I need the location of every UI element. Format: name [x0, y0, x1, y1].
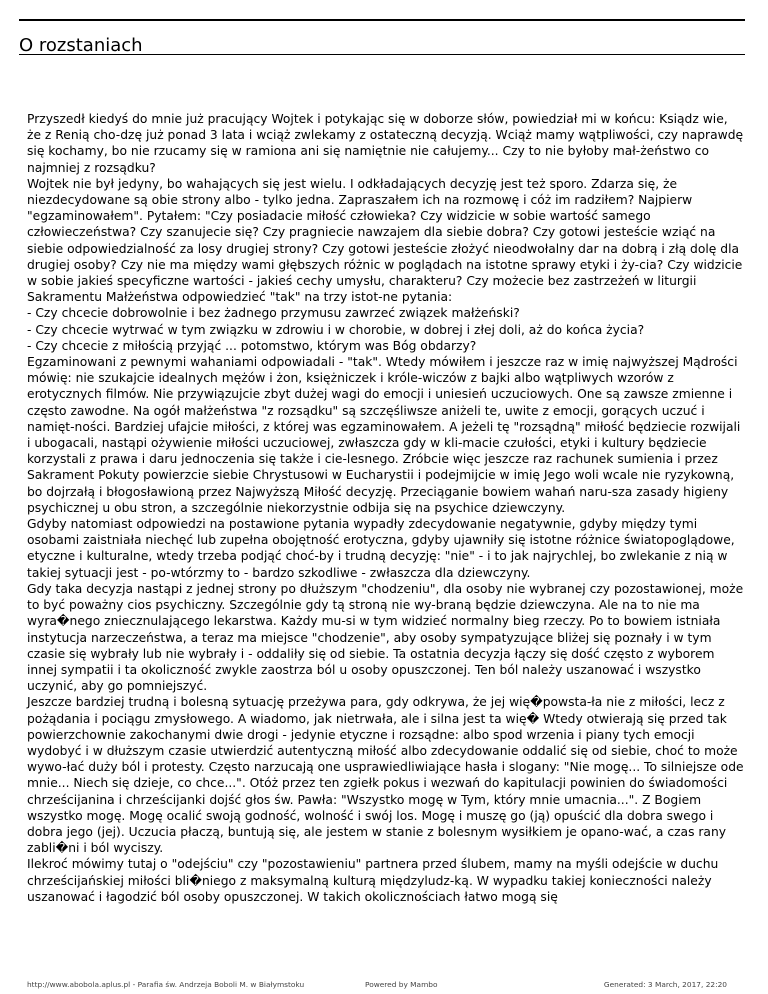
top-rule [19, 19, 745, 21]
footer-source-link[interactable]: http://www.abobola.aplus.pl - Parafia św. Andrzeja Boboli M. w Białymstoku [27, 980, 305, 989]
paragraph-intro: Przyszedł kiedyś do mnie już pracujący Wojtek i potykając się w doborze słów, powiedział mi w końcu: Ksiądz wie, że z Renią cho-dzę już ponad 3 lata i wciąż zwlekamy z ostateczną decyzją. Wciąż mamy wątpliwości, czy naprawdę się kochamy, bo nie rzucamy się w ramiona ani się namiętnie nie całujemy... Czy to nie byłoby mał-żeństwo co najmniej z rozsądku? [27, 112, 744, 175]
question-3: - Czy chcecie z miłością przyjąć ... potomstwo, którym was Bóg obdarzy? [27, 338, 477, 353]
paragraph-answers: Egzaminowani z pewnymi wahaniami odpowiadali - "tak". Wtedy mówiłem i jeszcze raz w imię najwyższej Mądrości mówię: nie szukajcie idealnych mężów i żon, księżniczek i króle-wiczów z bajki albo wątpliwych wzorów z erotycznych filmów. Nie przywiązujcie zbyt dużej wagi do emocji i uniesień uczuciowych. One są zawsze zmienne i często zawodne. Na ogół małżeństwa "z rozsądku" są szczęśliwsze aniżeli te, uwite z emocji, gorących uczuć i namięt-ności. Bardziej ufajcie miłości, z której was egzaminowałem. A jeżeli tę "rozsądną" miłość będziecie rozwijali i ubogacali, nastąpi ożywienie miłości uczuciowej, zwłaszcza gdy w kli-macie czułości, etyki i kultury będziecie korzystali z prawa i daru jednoczenia się także i cie-lesnego. Zróbcie więc jeszcze raz rachunek sumienia i przez Sakrament Pokuty powierzcie siebie Chrystusowi w Eucharystii i podejmijcie w imię Jego woli wcale nie ryzykowną, bo dojrzałą i błogosławioną przez Najwyższą Miłość decyzję. Przeciąganie bowiem wahań naru-sza zasady higieny psychicznej u obu stron, a szczególnie niekorzystnie odbija się na psychice dziewczyny. [27, 355, 741, 515]
article-body [27, 111, 745, 905]
page-footer [27, 978, 745, 992]
page-title: O rozstaniach [19, 35, 143, 56]
title-rule [19, 54, 745, 55]
paragraph-leaving: Ilekroć mówimy tutaj o "odejściu" czy "pozostawieniu" partnera przed ślubem, mamy na myśli odejście w duchu chrześcijańskiej miłości bli�niego z maksymalną kulturą międzyludz-ką. W wypadku takiej konieczności należy uszanować i łagodzić ból osoby opuszczonej. W takich okolicznościach łatwo mogą się [27, 857, 719, 904]
paragraph-bond: Jeszcze bardziej trudną i bolesną sytuację przeżywa para, gdy odkrywa, że jej wię�powsta-ła nie z miłości, lecz z pożądania i pociągu zmysłowego. A wiadomo, jak nietrwała, ale i silna jest ta wię� Wtedy otwierają się przed tak powierzchownie zakochanymi dwie drogi - jedynie etyczne i rozsądne: albo spod wrzenia i piany tych emocji wydobyć i w dłuższym czasie utwierdzić autentyczną miłość albo zdecydowanie oddalić się od siebie, choć to może wywo-łać duży ból i protesty. Często narzucają one usprawiedliwiające hasła i slogany: "Nie mogę... To silniejsze ode mnie... Niech się dzieje, co chce...". Otóż przez ten zgiełk pokus i wezwań do kapitulacji powinien do świadomości chrześcijanina i chrześcijanki dojść głos św. Pawła: "Wszystko mogę w Tym, który mnie umacnia...". Z Bogiem wszystko mogę. Mogę ocalić swoją godność, wolność i swój los. Mogę i muszę go (ją) opuścić dla dobra swego i dobra jego (jej). Uczucia płaczą, buntują się, ale jestem w stanie z bolesnym wysiłkiem je opano-wać, a czas rany zabli�ni i ból wyciszy. [27, 695, 744, 856]
paragraph-exam: Wojtek nie był jedyny, bo wahających się jest wielu. I odkładających decyzję jest też sporo. Zdarza się, że niezdecydowane są obie strony albo - tylko jedna. Zapraszałem ich na rozmowę i cóż im radziłem? Najpierw "egzaminowałem". Pytałem: "Czy posiadacie miłość człowieka? Czy widzicie w sobie wartość samego człowieczeństwa? Czy szanujecie się? Czy pragniecie nawzajem dla siebie dobra? Czy gotowi jesteście wziąć na siebie odpowiedzialność za losy drugiej strony? Czy gotowi jesteście złożyć nieodwołalny dar na dobrą i złą dolę dla drugiej osoby? Czy nie ma między wami głębszych różnic w poglądach na istotne sprawy etyki i ży-cia? Czy widzicie w sobie jakieś specyficzne wartości - jakieś cechy umysłu, charakteru? Czy możecie bez zastrzeżeń w liturgii Sakramentu Małżeństwa odpowiedzieć "tak" na trzy istot-ne pytania: [27, 176, 743, 305]
question-1: - Czy chcecie dobrowolnie i bez żadnego przymusu zawrzeć związek małżeński? [27, 306, 520, 321]
question-2: - Czy chcecie wytrwać w tym związku w zdrowiu i w chorobie, w dobrej i złej doli, aż do końca życia? [27, 322, 645, 337]
paragraph-negative: Gdyby natomiast odpowiedzi na postawione pytania wypadły zdecydowanie negatywnie, gdyby między tymi osobami zaistniała niechęć lub zupełna obojętność erotyczna, gdyby ujawniły się istotne różnice światopoglądowe, etyczne i kulturalne, wtedy trzeba podjąć choć-by i trudną decyzję: "nie" - i to jak najrychlej, bo zwlekanie z nią w takiej sytuacji jest - po-wtórzmy to - bardzo szkodliwe - zwłaszcza dla dziewczyny. [27, 517, 735, 580]
footer-generated-date: Generated: 3 March, 2017, 22:20 [603, 980, 727, 989]
paragraph-decision: Gdy taka decyzja nastąpi z jednej strony po dłuższym "chodzeniu", dla osoby nie wybranej czy pozostawionej, może to być poważny cios psychiczny. Szczególnie gdy tą stroną nie wy-braną będzie dziewczyna. Ale na to nie ma wyra�nego zniecznulającego lekarstwa. Każdy mu-si w tym widzieć normalny bieg rzeczy. Po to bowiem istniała instytucja narzeczeństwa, a teraz ma miejsce "chodzenie", aby osoby sympatyzujące bliżej się poznały i w tym czasie się wybrały lub nie wybrały i - oddaliły się od siebie. Ta ostatnia decyzja łączy się dość często z wyborem innej sympatii i ta okoliczność zwykle zaostrza ból u osoby opuszczonej. Ten ból należy uszanować i wszystko uczynić, aby go pomniejszyć. [27, 581, 744, 694]
footer-powered-by: Powered by Mambo [365, 980, 438, 989]
